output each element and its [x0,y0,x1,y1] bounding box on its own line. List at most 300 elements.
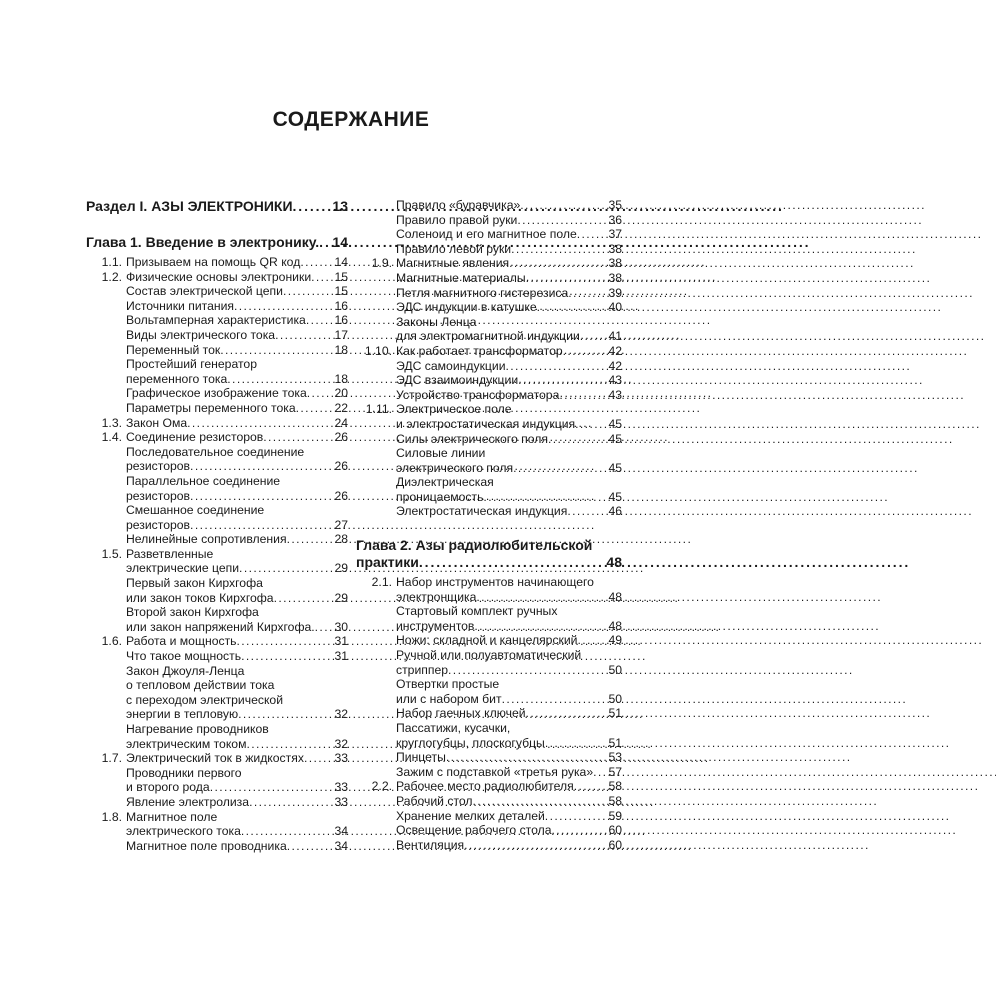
toc-entry-number: 2.2. [371,779,392,794]
toc-entry-leader-line [396,213,622,228]
toc-entry-title: электронщика [396,589,477,604]
toc-entry[interactable] [356,604,622,633]
dot-leader [190,518,334,533]
toc-entry[interactable] [86,503,348,532]
toc-entry-leader-line [396,271,622,286]
toc-entry-leader-line [126,824,348,839]
toc-entry-page: 29 [334,590,348,605]
dot-leader [319,234,332,251]
toc-entry[interactable] [356,633,622,648]
toc-entry-title: электрические цепи [126,561,240,576]
dot-leader [307,386,335,401]
toc-entry[interactable] [86,532,348,547]
toc-entry-page: 29 [334,561,348,576]
toc-entry-page: 45 [608,416,622,431]
toc-entry-leader-line [356,554,622,571]
toc-entry-title-line: Первый закон Кирхгофа [126,576,263,591]
toc-entry-title: Виды электрического тока [126,327,276,342]
toc-entry-title-line: Диэлектрическая [396,475,494,490]
toc-entry-leader-line [126,430,348,445]
dot-leader [577,227,609,242]
toc-entry[interactable] [86,343,348,358]
toc-entry-leader-line [396,619,622,634]
toc-entry-leader-line [126,649,348,664]
dot-leader [513,461,608,476]
dot-leader [283,284,335,299]
toc-entry[interactable] [356,794,622,809]
toc-entry-leader-line [396,750,622,765]
dot-leader [263,430,334,445]
dot-leader [190,459,334,474]
toc-entry-leader-line [126,839,348,854]
toc-entry-title-line: Магнитное поле [126,809,218,824]
dot-leader [548,432,608,447]
toc-entry[interactable] [356,213,622,228]
toc-entry[interactable] [356,575,622,604]
toc-entry-title-line: Пассатижи, кусачки, [396,721,511,735]
toc-entry[interactable] [86,722,348,751]
toc-entry-leader-line [126,751,348,766]
toc-entry-title-line: Стартовый комплект ручных [396,604,558,619]
toc-entry-title: Работа и мощность [126,634,237,649]
dot-leader [237,634,335,649]
dot-leader [293,198,333,215]
dot-leader [446,750,609,765]
toc-entry-page: 46 [608,504,622,519]
toc-entry-page: 49 [608,633,622,648]
toc-entry[interactable] [86,445,348,474]
toc-entry[interactable] [356,721,622,750]
dot-leader [526,271,609,286]
toc-entry[interactable] [86,839,348,854]
toc-entry[interactable] [86,299,348,314]
dot-leader [234,299,334,314]
toc-entry[interactable] [356,823,622,838]
toc-entry-leader-line [396,198,622,213]
dot-leader [304,751,335,766]
toc-entry-page: 22 [334,400,348,415]
toc-entry-leader-line [126,284,348,299]
toc-entry-title: Электростатическая индукция [396,504,568,519]
toc-entry-page: 42 [608,343,622,358]
toc-entry-title: Правило левой руки [396,241,512,256]
toc-entry[interactable] [356,315,622,344]
toc-entry[interactable] [86,649,348,664]
page-title: СОДЕРЖАНИЕ [272,108,430,131]
toc-entry-number: 1.8. [101,809,122,824]
toc-entry-leader-line [396,765,622,780]
toc-entry-leader-line [126,620,348,635]
toc-entry-title: резисторов [126,488,191,503]
toc-entry[interactable] [356,838,622,853]
toc-entry-leader-line [126,401,348,416]
toc-entry-leader-line [126,561,348,576]
toc-entry-title: Графическое изображение тока [126,386,307,401]
toc-entry-page: 20 [334,386,348,401]
dot-leader [506,359,609,374]
toc-entry-page: 33 [334,751,348,766]
toc-entry[interactable] [86,328,348,343]
toc-entry-title-line: Последовательное соединение [126,444,305,459]
toc-entry-page: 50 [608,691,622,706]
toc-entry[interactable] [356,388,622,403]
dot-leader [580,329,609,344]
toc-entry-page: 39 [608,285,622,300]
toc-entry-page: 14 [332,234,348,250]
toc-entry-leader-line [396,504,622,519]
dot-leader [274,591,335,606]
dot-leader [476,590,608,605]
dot-leader [287,532,335,547]
toc-entry-page: 26 [334,430,348,445]
toc-entry-title: Соединение резисторов [126,430,264,445]
toc-entry-title: резисторов [126,517,191,532]
dot-leader [483,490,608,505]
toc-entry-page: 26 [334,459,348,474]
toc-entry-title: ЭДС индукции в катушке [396,300,537,315]
toc-entry-title-line: Параллельное соединение [126,473,281,488]
toc-entry[interactable] [356,359,622,374]
toc-entry-leader-line [396,432,622,447]
dot-leader [187,416,334,431]
toc-entry[interactable] [356,286,622,301]
toc-entry[interactable] [86,313,348,328]
toc-entry-title: Правило правой руки [396,212,518,227]
toc-entry-title: Состав электрической цепи [126,284,283,299]
toc-entry[interactable] [86,416,348,431]
dot-leader [287,839,335,854]
toc-entry-page: 16 [334,298,348,313]
toc-entry[interactable] [86,605,348,634]
toc-entry-number: 1.2. [101,269,122,284]
toc-entry-leader-line [126,634,348,649]
toc-entry-page: 43 [608,387,622,402]
toc-entry-leader-line [396,373,622,388]
toc-entry-title: Рабочее место радиолюбителя [396,779,574,794]
dot-leader [311,270,334,285]
toc-entry[interactable] [86,795,348,810]
toc-entry[interactable] [356,750,622,765]
toc-entry-page: 32 [334,736,348,751]
toc-entry-title: Что такое мощность [126,649,242,664]
toc-entry[interactable] [86,664,348,722]
toc-entry[interactable] [356,706,622,721]
toc-entry[interactable] [356,677,622,706]
toc-entry[interactable] [356,475,622,504]
toc-entry-title: Магнитные материалы [396,270,526,285]
toc-entry-page: 50 [608,662,622,677]
dot-leader [520,198,608,213]
toc-entry[interactable] [356,537,622,571]
toc-entry-page: 48 [606,554,622,571]
toc-entry[interactable] [356,648,622,677]
toc-entry-leader-line [126,343,348,358]
toc-entry-leader-line [396,388,622,403]
dot-leader [559,388,608,403]
toc-entry-title: переменного тока [126,371,228,386]
dot-leader [241,649,334,664]
toc-entry-leader-line [126,795,348,810]
toc-entry-title-line: Проводники первого [126,765,242,780]
toc-entry-title: Переменный ток [126,342,221,357]
toc-entry[interactable] [86,430,348,445]
dot-leader [246,737,334,752]
toc-entry-leader-line [126,299,348,314]
toc-entry-title: энергии в тепловую [126,707,239,722]
toc-entry-title: электрическим током [126,736,247,751]
toc-entry-title: Магнитные явления [396,256,510,271]
toc-entry-page: 48 [608,589,622,604]
toc-entry-page: 58 [608,793,622,808]
toc-entry-number: 1.9. [371,256,392,271]
dot-leader [511,242,608,257]
toc-entry-title: Рабочий стол [396,793,473,808]
toc-entry-title: для электромагнитной индукции [396,329,580,344]
toc-entry-page: 38 [608,256,622,271]
toc-entry-title-line: Набор инструментов начинающего [396,575,594,590]
toc-entry-leader-line [396,794,622,809]
toc-entry[interactable] [356,402,622,431]
toc-entry-page: 60 [608,837,622,852]
toc-entry-page: 24 [334,415,348,430]
toc-entry[interactable] [86,810,348,839]
toc-entry-page: 58 [608,779,622,794]
toc-entry-leader-line [86,234,348,251]
toc-entry[interactable] [356,227,622,242]
toc-entry-page: 26 [334,488,348,503]
toc-entry-title: или с набором бит [396,691,502,706]
toc-entry-title: Раздел I. АЗЫ ЭЛЕКТРОНИКИ [86,198,293,214]
toc-entry-title: Явление электролиза [126,794,250,809]
dot-leader [578,633,609,648]
toc-entry[interactable] [86,270,348,285]
toc-entry-page: 41 [608,329,622,344]
toc-entry[interactable] [86,386,348,401]
toc-entry-page: 31 [334,649,348,664]
toc-entry-leader-line [126,270,348,285]
toc-entry-leader-line [126,372,348,387]
toc-entry-page: 13 [332,198,348,214]
toc-entry-title: Призываем на помощь QR код [126,255,301,269]
dot-leader [526,706,609,721]
toc-entry-page: 27 [334,517,348,532]
toc-entry-title-line: Смешанное соединение [126,503,265,518]
toc-entry-title: и электростатическая индукция [396,416,576,431]
toc-entry[interactable] [86,198,348,215]
toc-entry-page: 14 [334,255,348,269]
toc-entry-page: 43 [608,373,622,388]
toc-entry-title: Магнитное поле проводника [126,838,287,853]
dot-leader [210,780,335,795]
toc-entry-page: 16 [334,313,348,328]
dot-leader [315,620,335,635]
toc-entry-leader-line [126,532,348,547]
toc-entry-leader-line [396,633,622,648]
toc-entry-page: 30 [334,619,348,634]
toc-entry-leader-line [396,417,622,432]
toc-entry-page: 38 [608,270,622,285]
toc-entry-leader-line [396,779,622,794]
toc-entry[interactable] [356,242,622,257]
toc-entry[interactable] [356,446,622,475]
toc-entry[interactable] [356,256,622,271]
toc-entry-leader-line [396,838,622,853]
toc-entry-page: 37 [608,227,622,242]
toc-entry-number: 1.11. [365,402,392,417]
toc-entry[interactable] [86,255,348,270]
toc-entry-leader-line [126,707,348,722]
toc-entry-page: 15 [334,269,348,284]
toc-entry[interactable] [86,401,348,416]
toc-entry-leader-line [126,591,348,606]
toc-entry-page: 51 [608,706,622,721]
toc-entry-title: ЭДС взаимоиндукции [396,373,519,388]
toc-entry[interactable] [356,373,622,388]
toc-entry[interactable] [356,779,622,794]
toc-entry-leader-line [396,344,622,359]
toc-entry-number: 1.3. [101,415,122,430]
toc-entry[interactable] [356,300,622,315]
toc-entry-leader-line [126,489,348,504]
toc-entry-page: 38 [608,241,622,256]
toc-entry-title: круглогубцы, плоскогубцы [396,735,545,750]
dot-leader [537,300,609,315]
toc-entry-leader-line [396,329,622,344]
toc-entry-leader-line [126,386,348,401]
dot-leader [296,401,335,416]
dot-leader [306,313,335,328]
toc-entry-page: 15 [334,284,348,299]
dot-leader [502,692,609,707]
toc-entry-title-line: Разветвленные [126,546,214,561]
toc-entry-page: 18 [334,342,348,357]
toc-entry[interactable] [356,344,622,359]
toc-entry[interactable] [86,634,348,649]
toc-entry-leader-line [396,256,622,271]
dot-leader [473,794,609,809]
toc-entry-title: Источники питания [126,298,234,313]
dot-leader [552,823,609,838]
toc-entry[interactable] [356,271,622,286]
dot-leader [593,765,608,780]
toc-entry-title-line: Закон Джоуля-Ленца [126,663,245,678]
toc-entry-title: стриппер [396,662,449,677]
dot-leader [568,286,608,301]
toc-entry-page: 59 [608,808,622,823]
toc-entry-title-line: о тепловом действии тока [126,678,275,693]
toc-entry-leader-line [396,461,622,476]
toc-entry-title: Электрический ток в жидкостях [126,751,304,766]
toc-entry[interactable] [86,766,348,795]
dot-leader [239,561,334,576]
toc-entry-title: ЭДС самоиндукции [396,358,506,373]
toc-entry[interactable] [356,504,622,519]
toc-entry[interactable] [356,198,622,213]
toc-entry-leader-line [86,198,348,215]
toc-entry-title-line: с переходом электрической [126,692,284,707]
toc-entry-title: или закон напряжений Кирхгофа. [126,619,315,634]
toc-entry[interactable] [356,765,622,780]
toc-entry[interactable] [86,284,348,299]
dot-leader [518,373,608,388]
toc-entry-title: электрического тока [126,824,241,839]
toc-entry[interactable] [86,576,348,605]
toc-entry-title: Ножи: складной и канцелярский [396,633,578,648]
dot-leader [249,795,334,810]
toc-entry-number: 2.1. [371,575,392,590]
dot-leader [300,255,334,270]
dot-leader [238,707,334,722]
toc-entry-number: 1.4. [101,430,122,445]
toc-entry-title: электрического поля [396,460,514,475]
toc-entry-page: 28 [334,532,348,547]
toc-entry-page: 36 [608,212,622,227]
toc-entry-title: резисторов [126,459,191,474]
toc-entry-title: Силы электрического поля [396,431,548,446]
toc-entry-page: 34 [334,824,348,839]
dot-leader [241,824,335,839]
toc-entry-title-line: Ручной или полуавтоматический [396,648,582,663]
toc-column-right [356,198,622,852]
toc-entry-number: 1.10. [364,343,392,358]
toc-entry-title-line: Силовые линии [396,446,486,461]
toc-entry-page: 33 [334,780,348,795]
toc-entry[interactable] [356,432,622,447]
dot-leader [567,504,608,519]
toc-entry[interactable] [86,234,348,251]
toc-entry-leader-line [396,590,622,605]
toc-entry-title-line: Электрическое поле [396,402,512,417]
toc-entry-page: 45 [608,431,622,446]
toc-entry-title: инструментов [396,618,475,633]
toc-entry[interactable] [86,547,348,576]
toc-entry-title: Устройство трансформатора [396,387,560,402]
toc-entry-page: 34 [334,838,348,853]
toc-entry-leader-line [396,286,622,301]
toc-entry-number: 1.1. [101,255,122,269]
toc-entry-page: 33 [334,794,348,809]
dot-leader [227,372,334,387]
toc-entry-leader-line [126,518,348,533]
toc-entry-page: 18 [334,371,348,386]
toc-entry-leader-line [396,300,622,315]
toc-entry[interactable] [86,357,348,386]
toc-entry-title: Зажим с подставкой «третья рука» [396,764,594,779]
toc-entry[interactable] [86,474,348,503]
toc-entry[interactable] [356,809,622,824]
toc-entry-leader-line [126,328,348,343]
toc-entry-leader-line [126,255,348,270]
toc-entry-title: Соленоид и его магнитное поле [396,227,577,242]
toc-entry-page: 60 [608,823,622,838]
dot-leader [190,489,334,504]
toc-entry-leader-line [126,737,348,752]
toc-entry-title: Физические основы электроники [126,269,312,284]
dot-leader [545,809,609,824]
dot-leader [448,663,608,678]
toc-entry-leader-line [396,692,622,707]
toc-entry-title-line: Глава 2. Азы радиолюбительской [356,537,593,554]
toc-entry-leader-line [396,227,622,242]
toc-entry-number: 1.7. [101,751,122,766]
toc-entry-page: 45 [608,460,622,475]
toc-entry-title: или закон токов Кирхгофа [126,590,274,605]
toc-entry[interactable] [86,751,348,766]
toc-entry-leader-line [396,242,622,257]
toc-entry-title: Нелинейные сопротивления [126,532,287,547]
dot-leader [464,838,608,853]
dot-leader [575,417,608,432]
